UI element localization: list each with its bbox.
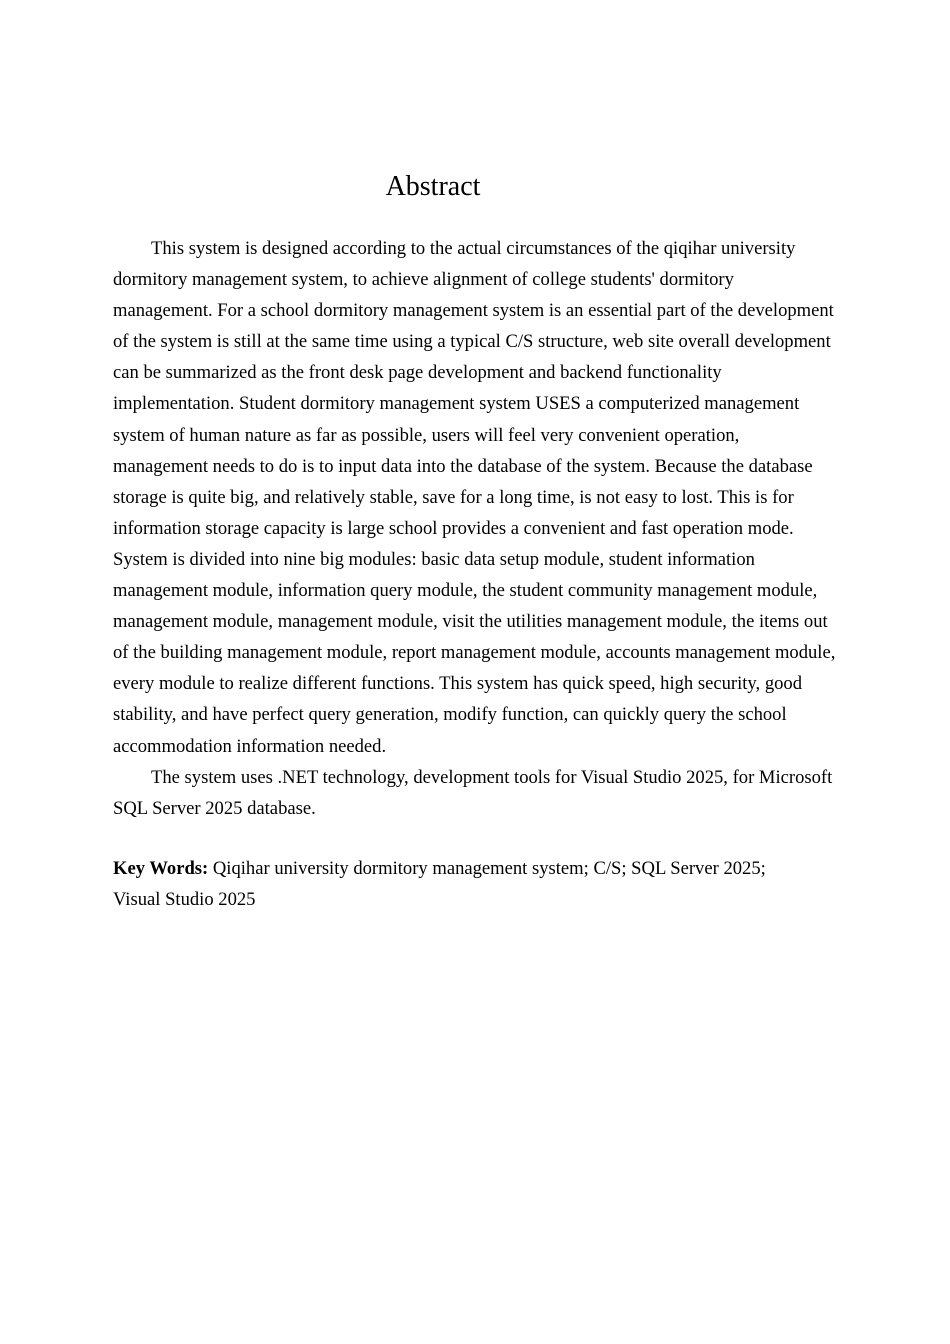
keywords-line [113, 853, 813, 915]
keywords-text: Qiqihar university dormitory management system; C/S; SQL Server 2025; Visual Studio 2025 [113, 858, 766, 911]
page-title: Abstract [385, 171, 481, 202]
abstract-paragraph-2: The system uses .NET technology, development tools for Visual Studio 2025, for Microsoft SQL Server 2025 database. [113, 766, 833, 819]
abstract-paragraph-1: This system is designed according to the actual circumstances of the qiqihar university dormitory management system, to achieve alignment of college students' dormitory management. For a school dormitory management system is an essential part of the development of the system is still at the same time using a typical C/S structure, web site overall development can be summarized as the front desk page development and backend functionality implementation. Student dormitory management system USES a computerized management system of human nature as far as possible, users will feel very convenient operation, management needs to do is to input data into the database of the system. Because the database storage is quite big, and relatively stable, save for a long time, is not easy to lost. This is for information storage capacity is large school provides a convenient and fast operation mode. System is divided into nine big modules: basic data setup module, student information management module, information query module, the student community management module, management module, management module, visit the utilities management module, the items out of the building management module, report management module, accounts management module, every module to realize different functions. This system has quick speed, high security, good stability, and have perfect query generation, modify function, can quickly query the school accommodation information needed. [113, 238, 836, 757]
keywords-label: Key Words: [113, 858, 209, 879]
abstract-body [113, 233, 837, 824]
